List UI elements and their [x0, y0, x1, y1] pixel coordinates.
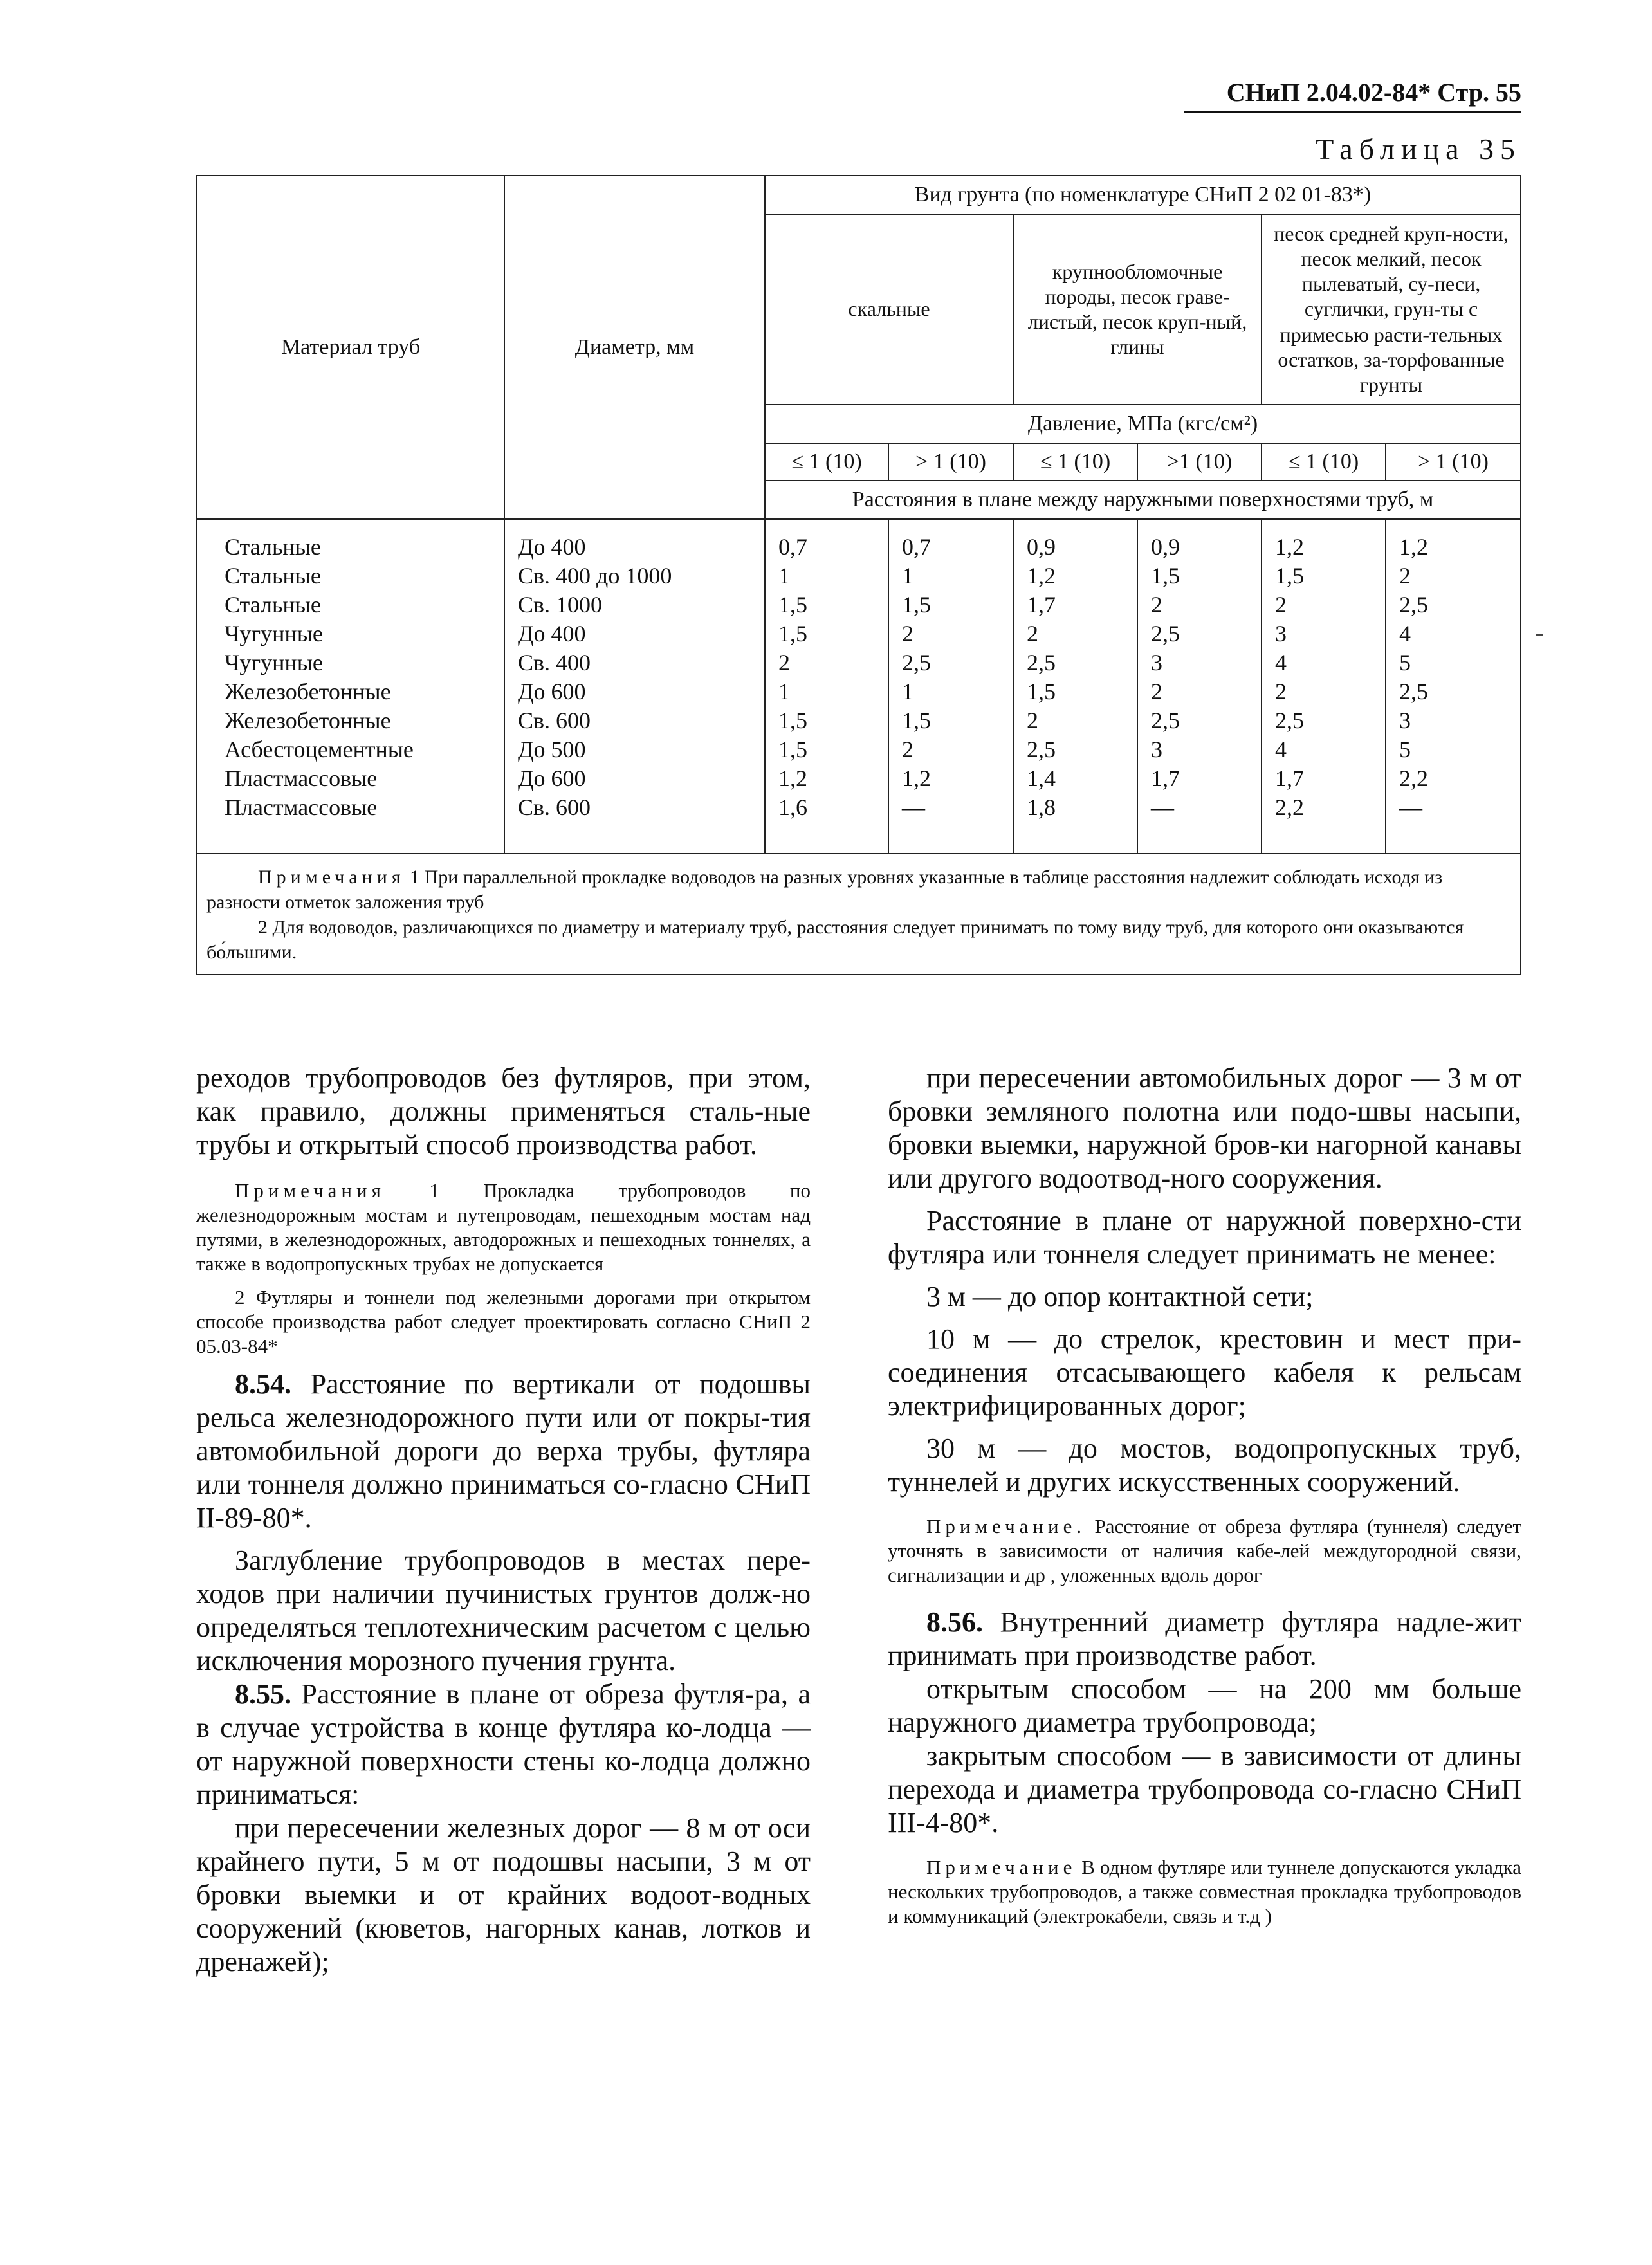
section-8-56-number: 8.56.: [926, 1606, 983, 1638]
left-note-1: Примечания 1 Прокладка трубопроводов по железнодорожным мостам и путепроводам, пешеходным мостам над путями, в железнодорожных, автодорожных и пешеходных тоннелях, а также в водопропускных трубах не допускается: [196, 1179, 811, 1275]
right-paragraph-3: 3 м — до опор контактной сети;: [926, 1281, 1314, 1312]
header-pressure-gt-2: >1 (10): [1137, 443, 1262, 481]
column-values-6: 1,2 2 2,5 4 5 2,5 3 5 2,2 —: [1386, 519, 1521, 854]
header-pressure-le-2: ≤ 1 (10): [1013, 443, 1137, 481]
column-values-3: 0,9 1,2 1,7 2 2,5 1,5 2 2,5 1,4 1,8: [1013, 519, 1137, 854]
right-paragraph-6: открытым способом — на 200 мм больше наружного диаметра трубопровода;: [888, 1673, 1521, 1738]
section-8-54-number: 8.54.: [235, 1368, 291, 1400]
left-note-2: 2 Футляры и тоннели под железными дорогами при открытом способе производства работ следует проектировать согласно СНиП 2 05.03-84*: [196, 1286, 811, 1357]
right-note-1: Примечание. Расстояние от обреза футляра (туннеля) следует уточнять в зависимости от наличия кабе-лей междугородной связи, сигнализации и др , уложенных вдоль дорог: [888, 1515, 1522, 1586]
table-notes: [197, 854, 1521, 975]
section-8-55-number: 8.55.: [235, 1678, 291, 1710]
table-caption: Таблица 35: [1316, 133, 1521, 165]
header-pressure-gt-3: > 1 (10): [1386, 443, 1521, 481]
header-soil-type: Вид грунта (по номенклатуре СНиП 2 02 01-83*): [765, 176, 1521, 214]
section-8-55: 8.55. Расстояние в плане от обреза футля-ра, а в случае устройства в конце футляра ко-лодца — от наружной поверхности стены ко-лодца должно приниматься:: [196, 1678, 811, 1810]
left-notes-label: Примечания: [235, 1179, 385, 1202]
page-header: СНиП 2.04.02-84* Стр. 55: [1226, 78, 1521, 107]
left-column: [196, 1061, 811, 1979]
column-values-1: 0,7 1 1,5 1,5 2 1 1,5 1,5 1,2 1,6: [765, 519, 888, 854]
header-pressure: Давление, МПа (кгс/см²): [765, 405, 1521, 443]
left-paragraph-2: Заглубление трубопроводов в местах пере-ходов при наличии пучинистых грунтов долж-но определяться теплотехническим расчетом с целью исключения морозного пучения грунта.: [196, 1545, 811, 1676]
section-8-56: 8.56. Внутренний диаметр футляра надле-жит принимать при производстве работ.: [888, 1606, 1522, 1671]
header-distances: Расстояния в плане между наружными поверхностями труб, м: [765, 481, 1521, 519]
column-values-4: 0,9 1,5 2 2,5 3 2 2,5 3 1,7 —: [1137, 519, 1262, 854]
right-paragraph-4: 10 м — до стрелок, крестовин и мест при-соединения отсасывающего кабеля к рельсам электрифицированных дорог;: [888, 1323, 1521, 1422]
right-paragraph-7: закрытым способом — в зависимости от длины перехода и диаметра трубопровода со-гласно СНиП III-4-80*.: [888, 1740, 1521, 1839]
table-35: [196, 175, 1521, 975]
table-note-1: Примечания 1 При параллельной прокладке водоводов на разных уровнях указанные в таблице расстояния надлежит соблюдать исходя из разности отметок заложения труб: [206, 867, 1443, 913]
margin-mark: [1536, 634, 1543, 636]
column-values-5: 1,2 1,5 2 3 4 2 2,5 4 1,7 2,2: [1262, 519, 1386, 854]
right-paragraph-5: 30 м — до мостов, водопропускных труб, туннелей и других искусственных сооружений.: [888, 1433, 1521, 1498]
table-note-2: 2 Для водоводов, различающихся по диаметру и материалу труб, расстояния следует принимать по тому виду труб, для которого они оказываются бо́льшими.: [206, 917, 1464, 963]
column-materials: Стальные Стальные Стальные Чугунные Чугунные Железобетонные Железобетонные Асбестоцементные Пластмассовые Пластмассовые: [197, 519, 504, 854]
header-soil-rocky: скальные: [765, 214, 1013, 405]
left-paragraph-3: при пересечении железных дорог — 8 м от оси крайнего пути, 5 м от подошвы насыпи, 3 м от бровки выемки и от крайних водоот-водных сооружений (кюветов, нагорных канав, лотков и дренажей);: [196, 1812, 811, 1977]
header-pressure-le-1: ≤ 1 (10): [765, 443, 888, 481]
header-pressure-le-3: ≤ 1 (10): [1262, 443, 1386, 481]
header-rule: [1184, 111, 1521, 113]
right-column: [888, 1061, 1521, 1938]
table-notes-label: Примечания: [258, 867, 405, 888]
left-paragraph-1: реходов трубопроводов без футляров, при этом, как правило, должны применяться сталь-ные трубы и открытый способ производства работ.: [196, 1062, 811, 1160]
column-diameters: До 400 Св. 400 до 1000 Св. 1000 До 400 Св. 400 До 600 Св. 600 До 500 До 600 Св. 600: [504, 519, 765, 854]
header-soil-sand: песок средней круп-ности, песок мелкий, песок пылеватый, су-песи, суглички, грун-ты с примесью расти-тельных остатков, за-торфованные грунты: [1262, 214, 1521, 405]
right-paragraph-1: при пересечении автомобильных дорог — 3 м от бровки земляного полотна или подо-швы насыпи, бровки выемки, наружной бров-ки нагорной канавы или другого водоотвод-ного сооружения.: [888, 1062, 1521, 1194]
header-pressure-gt-1: > 1 (10): [888, 443, 1013, 481]
header-diameter: Диаметр, мм: [504, 176, 765, 519]
header-material: Материал труб: [197, 176, 504, 519]
header-soil-coarse: крупнообломочные породы, песок граве-листый, песок круп-ный, глины: [1013, 214, 1262, 405]
right-paragraph-2: Расстояние в плане от наружной поверхно-сти футляра или тоннеля следует принимать не менее:: [888, 1205, 1521, 1270]
right-note-2-label: Примечание: [926, 1856, 1077, 1878]
right-note-1-label: Примечание.: [926, 1515, 1087, 1537]
section-8-54: 8.54. Расстояние по вертикали от подошвы рельса железнодорожного пути или от покры-тия автомобильной дороги до верха трубы, футляра или тоннеля должно приниматься со-гласно СНиП II-89-80*.: [196, 1368, 811, 1534]
column-values-2: 0,7 1 1,5 2 2,5 1 1,5 2 1,2 —: [888, 519, 1013, 854]
right-note-2: Примечание В одном футляре или туннеле допускаются укладка нескольких трубопроводов, а также совместная прокладка трубопроводов и коммуникаций (электрокабели, связь и т.д ): [888, 1856, 1521, 1927]
